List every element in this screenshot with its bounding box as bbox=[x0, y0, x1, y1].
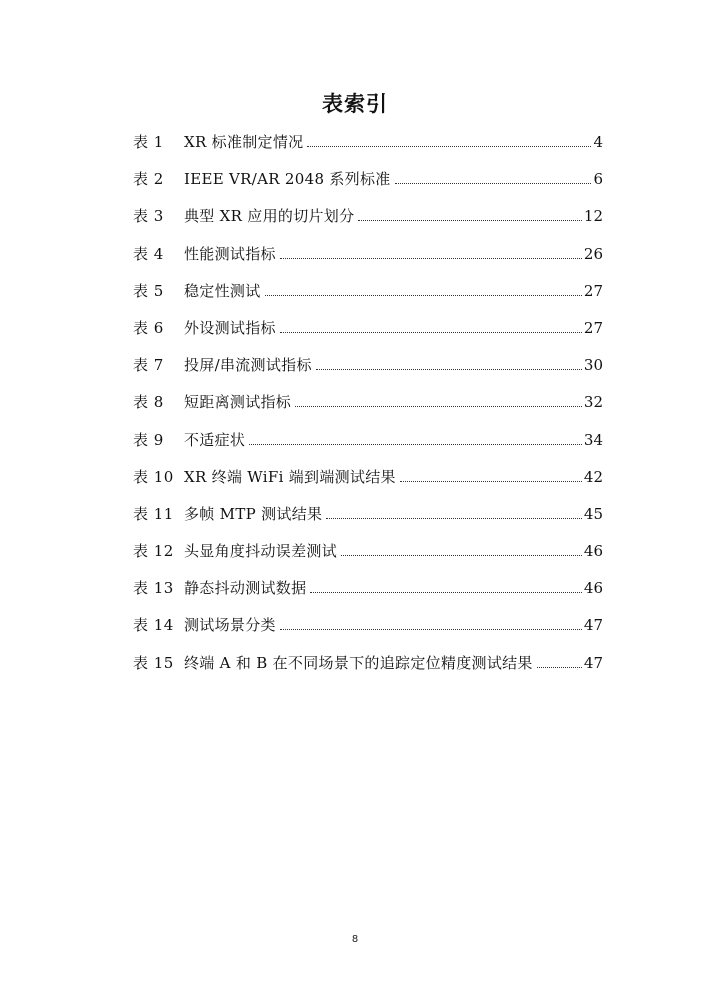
toc-entry-title: 终端 A 和 B 在不同场景下的追踪定位精度测试结果 bbox=[184, 653, 533, 672]
toc-entry[interactable] bbox=[133, 576, 603, 613]
toc-entry-title: 头显角度抖动误差测试 bbox=[184, 542, 338, 561]
toc-entry-page: 30 bbox=[583, 356, 603, 375]
toc-dot-leader bbox=[395, 183, 592, 184]
toc-dot-leader bbox=[341, 555, 582, 556]
toc-entry-page: 42 bbox=[583, 467, 603, 486]
toc-entry[interactable] bbox=[133, 279, 603, 316]
toc-entry-page: 4 bbox=[593, 133, 603, 151]
toc-entry[interactable] bbox=[133, 204, 603, 241]
toc-dot-leader bbox=[310, 592, 582, 593]
toc-entry[interactable] bbox=[133, 651, 603, 688]
toc-dot-leader bbox=[280, 258, 582, 259]
toc-entry-page: 34 bbox=[583, 430, 603, 449]
toc-entry[interactable] bbox=[133, 613, 603, 650]
toc-entry-page: 45 bbox=[583, 504, 603, 523]
toc-dot-leader bbox=[280, 629, 582, 630]
toc-entry[interactable] bbox=[133, 316, 603, 353]
toc-entry-label: 表 1 bbox=[133, 133, 164, 151]
toc-entry-label: 表 15 bbox=[133, 653, 174, 672]
toc-entry-page: 12 bbox=[583, 207, 603, 226]
toc-entry-label: 表 2 bbox=[133, 170, 164, 189]
toc-dot-leader bbox=[316, 369, 582, 370]
toc-entry-label: 表 3 bbox=[133, 207, 164, 226]
toc-dot-leader bbox=[249, 444, 582, 445]
toc-entry-title: XR 标准制定情况 bbox=[184, 133, 304, 151]
toc-entry-label: 表 12 bbox=[133, 542, 174, 561]
toc-entry-title: XR 终端 WiFi 端到端测试结果 bbox=[184, 467, 396, 486]
toc-entry-label: 表 5 bbox=[133, 281, 164, 300]
page-title: 表索引 bbox=[322, 92, 388, 116]
toc-entry-title: 典型 XR 应用的切片划分 bbox=[184, 207, 355, 226]
toc-entry-title: 稳定性测试 bbox=[184, 281, 261, 300]
toc-entry-label: 表 14 bbox=[133, 616, 174, 635]
toc-dot-leader bbox=[265, 295, 582, 296]
toc-entry-page: 47 bbox=[583, 653, 603, 672]
toc-entry-title: 静态抖动测试数据 bbox=[184, 579, 307, 598]
toc-entry-title: 短距离测试指标 bbox=[184, 393, 292, 412]
toc-entry-label: 表 13 bbox=[133, 579, 174, 598]
toc-entry-page: 26 bbox=[583, 244, 603, 263]
toc-entry-label: 表 11 bbox=[133, 504, 174, 523]
toc-entry-page: 46 bbox=[583, 542, 603, 561]
toc-entry-title: 测试场景分类 bbox=[184, 616, 276, 635]
toc-entry[interactable] bbox=[133, 167, 603, 204]
toc-dot-leader bbox=[537, 667, 582, 668]
toc-entry-title: 性能测试指标 bbox=[184, 244, 276, 263]
toc-entry[interactable] bbox=[133, 353, 603, 390]
toc-dot-leader bbox=[358, 220, 581, 221]
toc-dot-leader bbox=[307, 146, 591, 147]
toc-entry[interactable] bbox=[133, 390, 603, 427]
toc-entry-page: 27 bbox=[583, 281, 603, 300]
toc-entry-page: 27 bbox=[583, 318, 603, 337]
toc-entry[interactable] bbox=[133, 242, 603, 279]
toc-entry-label: 表 8 bbox=[133, 393, 164, 412]
toc-entry-page: 47 bbox=[583, 616, 603, 635]
toc-entry-page: 46 bbox=[583, 579, 603, 598]
toc-entry-label: 表 7 bbox=[133, 356, 164, 375]
table-index-list bbox=[133, 130, 603, 688]
toc-entry-title: 投屏/串流测试指标 bbox=[184, 356, 312, 375]
toc-entry-title: 多帧 MTP 测试结果 bbox=[184, 504, 323, 523]
toc-entry-label: 表 6 bbox=[133, 318, 164, 337]
toc-entry[interactable] bbox=[133, 502, 603, 539]
toc-entry-page: 6 bbox=[593, 170, 603, 189]
page-number: 8 bbox=[351, 934, 359, 945]
toc-entry-title: 外设测试指标 bbox=[184, 318, 276, 337]
toc-entry-page: 32 bbox=[583, 393, 603, 412]
toc-entry-label: 表 10 bbox=[133, 467, 174, 486]
toc-entry-title: 不适症状 bbox=[184, 430, 246, 449]
toc-entry-label: 表 4 bbox=[133, 244, 164, 263]
toc-dot-leader bbox=[280, 332, 582, 333]
toc-entry[interactable] bbox=[133, 428, 603, 465]
toc-entry-label: 表 9 bbox=[133, 430, 164, 449]
toc-entry[interactable] bbox=[133, 539, 603, 576]
toc-entry[interactable] bbox=[133, 465, 603, 502]
toc-dot-leader bbox=[400, 481, 582, 482]
toc-entry[interactable] bbox=[133, 130, 603, 167]
toc-entry-title: IEEE VR/AR 2048 系列标准 bbox=[184, 170, 391, 189]
toc-dot-leader bbox=[326, 518, 582, 519]
toc-dot-leader bbox=[295, 406, 582, 407]
